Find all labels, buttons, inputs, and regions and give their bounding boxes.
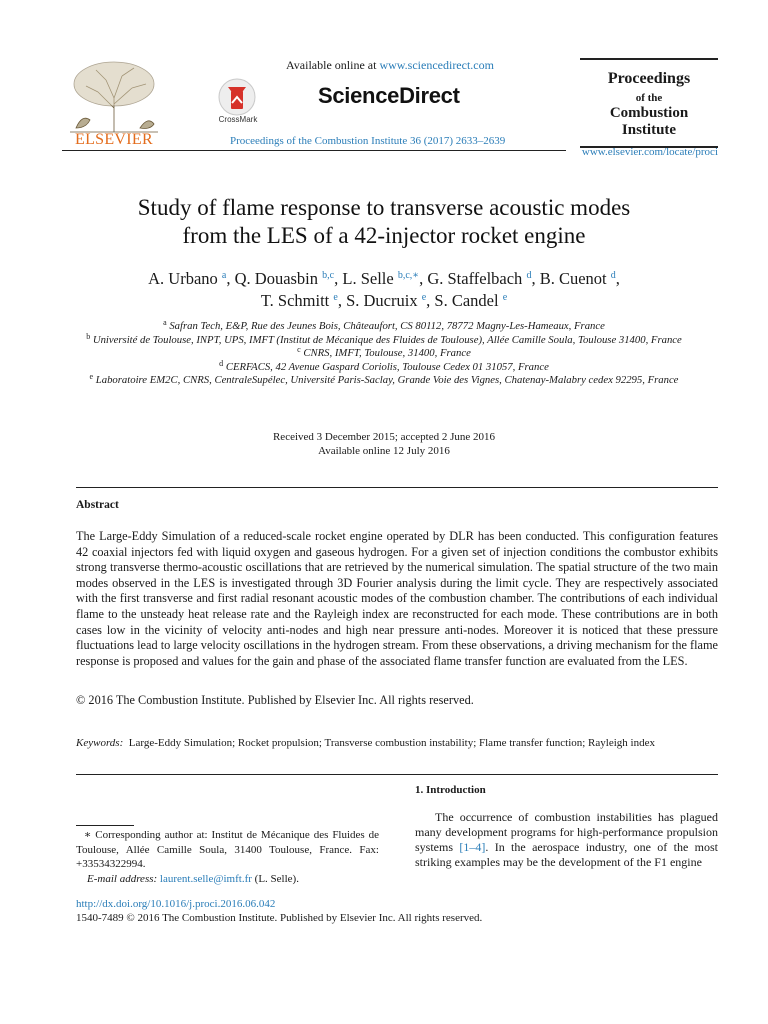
email-suffix: (L. Selle). <box>251 872 299 885</box>
introduction-text: The occurrence of combustion instabilities has plagued many development programs for high-performance propulsion systems <box>415 810 718 854</box>
keywords-text: Large-Eddy Simulation; Rocket propulsion; Transverse combustion instability; Flame transfer function; Rayleigh index <box>128 737 655 749</box>
journal-title-line3: Combustion <box>609 105 689 121</box>
paper-title-line1: Study of flame response to transverse acoustic modes <box>137 195 631 220</box>
footnote-text: Corresponding author at: Institut de Mécanique des Fluides de Toulouse, Allée Camille Soula, 31400 Toulouse, France. Fax: +33534322994. <box>76 829 380 870</box>
affiliation-item <box>60 347 708 361</box>
issn-copyright-line: 1540-7489 © 2016 The Combustion Institute. Published by Elsevier Inc. All rights reserved. <box>76 912 483 924</box>
available-online-line <box>200 58 580 73</box>
author-affiliation-link[interactable]: b,c <box>322 270 335 281</box>
affiliation-text: Safran Tech, E&P, Rue des Jeunes Bois, Châteaufort, CS 80112, 78772 Magny-Les-Hameaux, France <box>169 320 605 332</box>
author-affiliation-link[interactable]: e <box>333 292 338 303</box>
affiliation-list <box>60 320 708 388</box>
affiliation-marker: e <box>89 372 94 382</box>
affiliation-text: CNRS, IMFT, Toulouse, 31400, France <box>303 347 471 360</box>
author-affiliation-link[interactable]: d <box>610 270 616 281</box>
journal-title-line4: Institute <box>621 122 677 138</box>
author-name: Q. Douasbin <box>234 269 319 288</box>
footnote-marker: ∗ <box>83 829 92 841</box>
affiliation-text: Université de Toulouse, INPT, UPS, IMFT (Institut de Mécanique des Fluides de Toulouse), Allée Camille Soula, Toulouse 31400, France <box>92 333 682 346</box>
available-online-date: Available online 12 July 2016 <box>318 445 450 457</box>
author-line-2: T. Schmitt $^e$, S. Ducruix $^e$, S. Candel $^e$ <box>260 291 508 310</box>
journal-title-box <box>580 58 718 148</box>
author-name: T. Schmitt <box>260 291 330 310</box>
author-list <box>40 268 728 312</box>
affiliation-text: CERFACS, 42 Avenue Gaspard Coriolis, Toulouse Cedex 01 31057, France <box>225 360 549 373</box>
affiliation-item <box>60 374 708 388</box>
author-affiliation-link[interactable]: e <box>502 292 508 303</box>
affiliation-text: Laboratoire EM2C, CNRS, CentraleSupélec, Université Paris-Saclay, Grande Voie des Vignes, Chatenay-Malabry cedex 92295, France <box>95 374 679 387</box>
author-line-1: A. Urbano $^a$, Q. Douasbin $^{b,c}$, L. Selle $^{b,c,∗}$, G. Staffelbach $^d$, B. Cuenot $^d$, <box>148 269 620 288</box>
affiliation-marker: a <box>163 318 167 327</box>
author-affiliation-link[interactable]: e <box>421 292 427 303</box>
author-affiliation-link[interactable]: d <box>526 270 532 281</box>
article-history <box>40 430 728 458</box>
corresponding-author-footnote <box>76 828 379 886</box>
affiliation-marker: c <box>297 345 301 355</box>
paper-title <box>40 194 728 250</box>
affiliation-item <box>60 358 708 375</box>
affiliation-marker: d <box>219 358 224 368</box>
author-name: S. Ducruix <box>346 291 418 310</box>
paper-title-line2: from the LES of a 42-injector rocket engine <box>182 223 586 248</box>
journal-url-link[interactable]: www.elsevier.com/locate/proci <box>581 146 718 158</box>
author-affiliation-link[interactable]: a <box>221 270 227 281</box>
author-name: A. Urbano <box>148 269 218 288</box>
keywords <box>76 736 718 751</box>
author-name: G. Staffelbach <box>427 269 523 288</box>
available-online-label: Available online at <box>286 58 380 72</box>
affiliation-item <box>60 331 708 348</box>
keywords-label: Keywords: <box>76 737 124 749</box>
journal-title-line1: Proceedings <box>607 70 691 87</box>
sciencedirect-logo: ScienceDirect <box>318 83 460 108</box>
abstract-top-divider <box>76 487 718 488</box>
section-heading-introduction: 1. Introduction <box>415 784 486 796</box>
affiliation-item <box>60 320 708 334</box>
author-name: B. Cuenot <box>539 269 607 288</box>
abstract-copyright: © 2016 The Combustion Institute. Published by Elsevier Inc. All rights reserved. <box>76 693 474 707</box>
keywords-bottom-divider <box>76 774 718 775</box>
email-label: E-mail address: <box>87 872 158 885</box>
affiliation-marker: b <box>86 331 91 341</box>
received-dates: Received 3 December 2015; accepted 2 June 2016 <box>272 431 496 443</box>
author-name: S. Candel <box>434 291 499 310</box>
abstract-heading: Abstract <box>76 499 119 511</box>
author-name: L. Selle <box>342 269 394 288</box>
journal-title-line2: of the <box>635 92 663 104</box>
doi-link[interactable]: http://dx.doi.org/10.1016/j.proci.2016.06.042 <box>76 898 276 910</box>
elsevier-wordmark: ELSEVIER <box>75 131 153 148</box>
author-affiliation-link[interactable]: b,c,∗ <box>397 270 420 281</box>
author-email-link[interactable]: laurent.selle@imft.fr <box>159 872 252 885</box>
header-divider <box>62 150 566 151</box>
sciencedirect-url-link[interactable]: www.sciencedirect.com <box>379 58 494 72</box>
introduction-text: . In the aerospace industry, one of the most striking examples may be the development of the F1 engine <box>415 840 718 869</box>
journal-reference-link[interactable]: Proceedings of the Combustion Institute 36 (2017) 2633–2639 <box>230 135 506 147</box>
crossmark-label: CrossMark <box>218 115 258 124</box>
introduction-paragraph <box>415 810 718 870</box>
footnote-divider <box>76 825 134 826</box>
citation-link[interactable]: [1–4] <box>459 840 486 854</box>
abstract-body: The Large-Eddy Simulation of a reduced-scale rocket engine operated by DLR has been conducted. This configuration features 42 coaxial injectors fed with liquid oxygen and gaseous hydrogen. For a given set of injection conditions the combustor exhibits strong transverse thermo-acoustic oscillations that are retrieved by the numerical simulation. The spatial structure of the two main modes observed in the LES is investigated through 3D Fourier analysis during the limit cycle. They are respectively associated with the first transverse and first radial resonant acoustic modes of the combustion chamber. The contributions of each individual flame to the unsteady heat release rate and the Rayleigh index are reconstructed for each mode. These contributions are in both cases low in the vicinity of velocity anti-nodes and high near pressure anti-nodes. Moreover it is noticed that these pressure fluctuations lead to large velocity oscillations in the hydrogen stream. From these observations, a driving mechanism for the flame response is proposed and values for the gain and phase of the associated flame transfer function are evaluated from the LES. <box>76 529 718 668</box>
